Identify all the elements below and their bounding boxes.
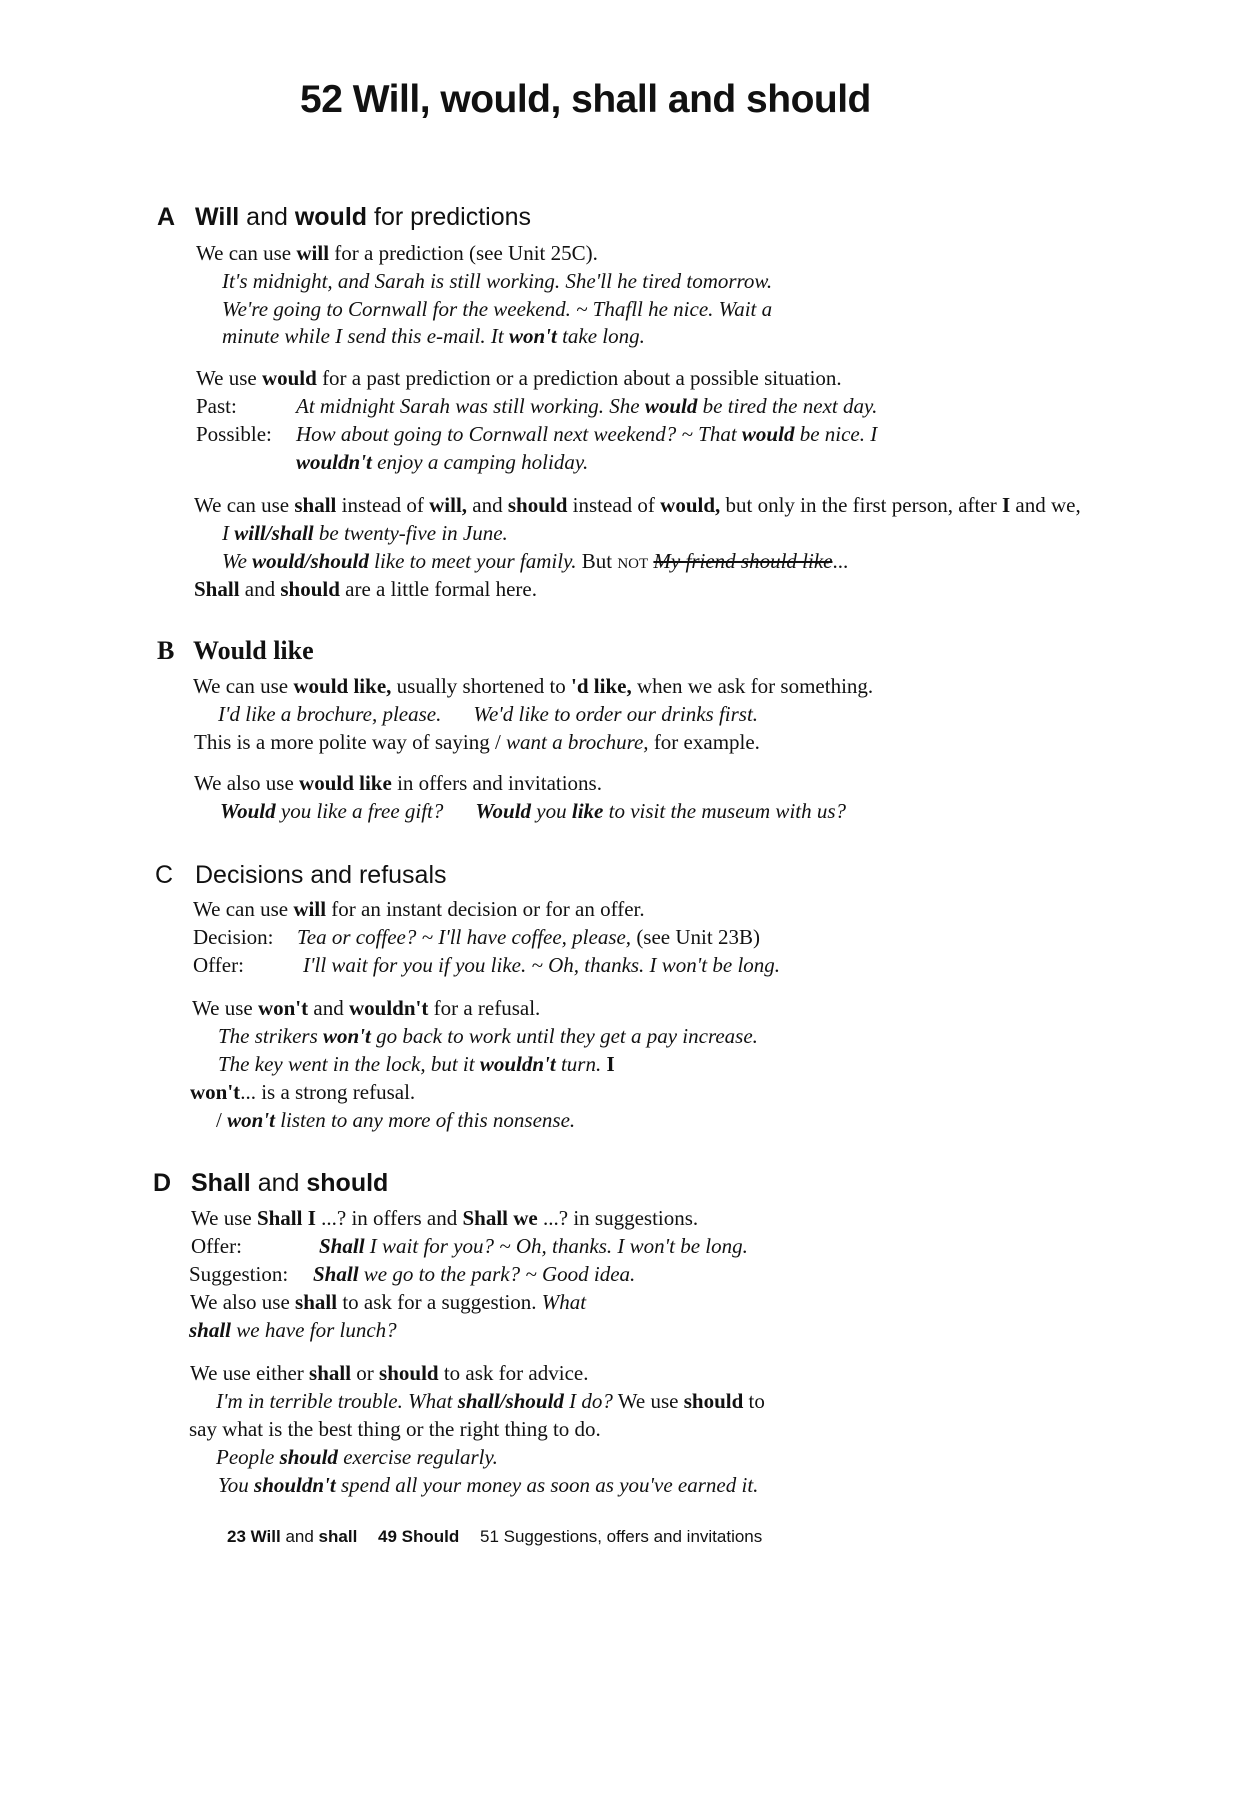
example-sentence: We would/should like to meet your family. But NOT My friend should like... [222,549,849,573]
paragraph: won't... is a strong refusal. [190,1080,416,1104]
paragraph: We use Shall I ...? in offers and Shall we ...? in suggestions. [191,1206,699,1230]
example-sentence: I'd like a brochure, please. We'd like to order our drinks first. [218,702,759,726]
paragraph: We can use will for an instant decision or for an offer. [193,897,645,921]
paragraph: This is a more polite way of saying / want a brochure, for example. [194,730,760,754]
section-letter: D [153,1169,172,1197]
paragraph: We can use would like, usually shortened to 'd like, when we ask for something. [193,674,874,698]
example-sentence: shall we have for lunch? [189,1318,397,1342]
example-row: Possible: How about going to Cornwall next weekend? ~ That would be nice. I [196,422,878,446]
paragraph: We use won't and wouldn't for a refusal. [192,996,541,1020]
paragraph: We can use will for a prediction (see Unit 25C). [196,241,598,265]
example-sentence: I'm in terrible trouble. What shall/should I do? We use should to [216,1389,765,1413]
paragraph: We can use shall instead of will, and should instead of would, but only in the first person, after I and we, [194,493,1081,517]
paragraph: We also use would like in offers and invitations. [194,771,602,795]
example-row: Offer: I'll wait for you if you like. ~ Oh, thanks. I won't be long. [193,953,781,977]
section-letter: C [155,861,174,889]
section-title: Decisions and refusals [195,861,447,889]
example-row: Past: At midnight Sarah was still working. She would be tired the next day. [196,394,878,418]
paragraph: say what is the best thing or the right thing to do. [189,1417,601,1441]
example-sentence: We're going to Cornwall for the weekend. ~ Thafll he nice. Wait a [222,297,773,321]
paragraph: We also use shall to ask for a suggestion. What [190,1290,587,1314]
section-letter: A [157,203,176,231]
section-title: Shall and should [191,1169,389,1197]
section-title: Would like [193,636,314,665]
example-sentence: It's midnight, and Sarah is still working. She'll he tired tomorrow. [222,269,773,293]
example-row: Suggestion: Shall we go to the park? ~ Good idea. [189,1262,636,1286]
cross-ref-link[interactable]: 49 Should [378,1527,460,1546]
paragraph: We use either shall or should to ask for advice. [190,1361,589,1385]
example-sentence: I will/shall be twenty-five in June. [222,521,508,545]
paragraph: Shall and should are a little formal here. [194,577,537,601]
example-sentence: People should exercise regularly. [216,1445,498,1469]
section-letter: B [157,636,175,665]
example-row: Decision: Tea or coffee? ~ I'll have coffee, please, (see Unit 23B) [193,925,760,949]
example-sentence: The key went in the lock, but it wouldn't turn. I [218,1052,615,1076]
example-sentence: minute while I send this e-mail. It won't take long. [222,324,645,348]
example-sentence: Would you like a free gift? Would you like to visit the museum with us? [220,799,847,823]
cross-ref-link[interactable]: 23 Will and shall [227,1527,358,1546]
example-sentence: You shouldn't spend all your money as soon as you've earned it. [218,1473,759,1497]
paragraph: We use would for a past prediction or a prediction about a possible situation. [196,366,842,390]
cross-ref-link[interactable]: 51 Suggestions, offers and invitations [480,1527,763,1546]
cross-references [227,1527,762,1547]
example-sentence: wouldn't enjoy a camping holiday. [296,450,589,474]
example-sentence: / won't listen to any more of this nonsense. [216,1108,576,1132]
section-title: Will and would for predictions [195,203,532,231]
page-title: 52 Will, would, shall and should [300,78,871,121]
example-sentence: The strikers won't go back to work until they get a pay increase. [218,1024,758,1048]
example-row: Offer: Shall I wait for you? ~ Oh, thanks. I won't be long. [191,1234,748,1258]
